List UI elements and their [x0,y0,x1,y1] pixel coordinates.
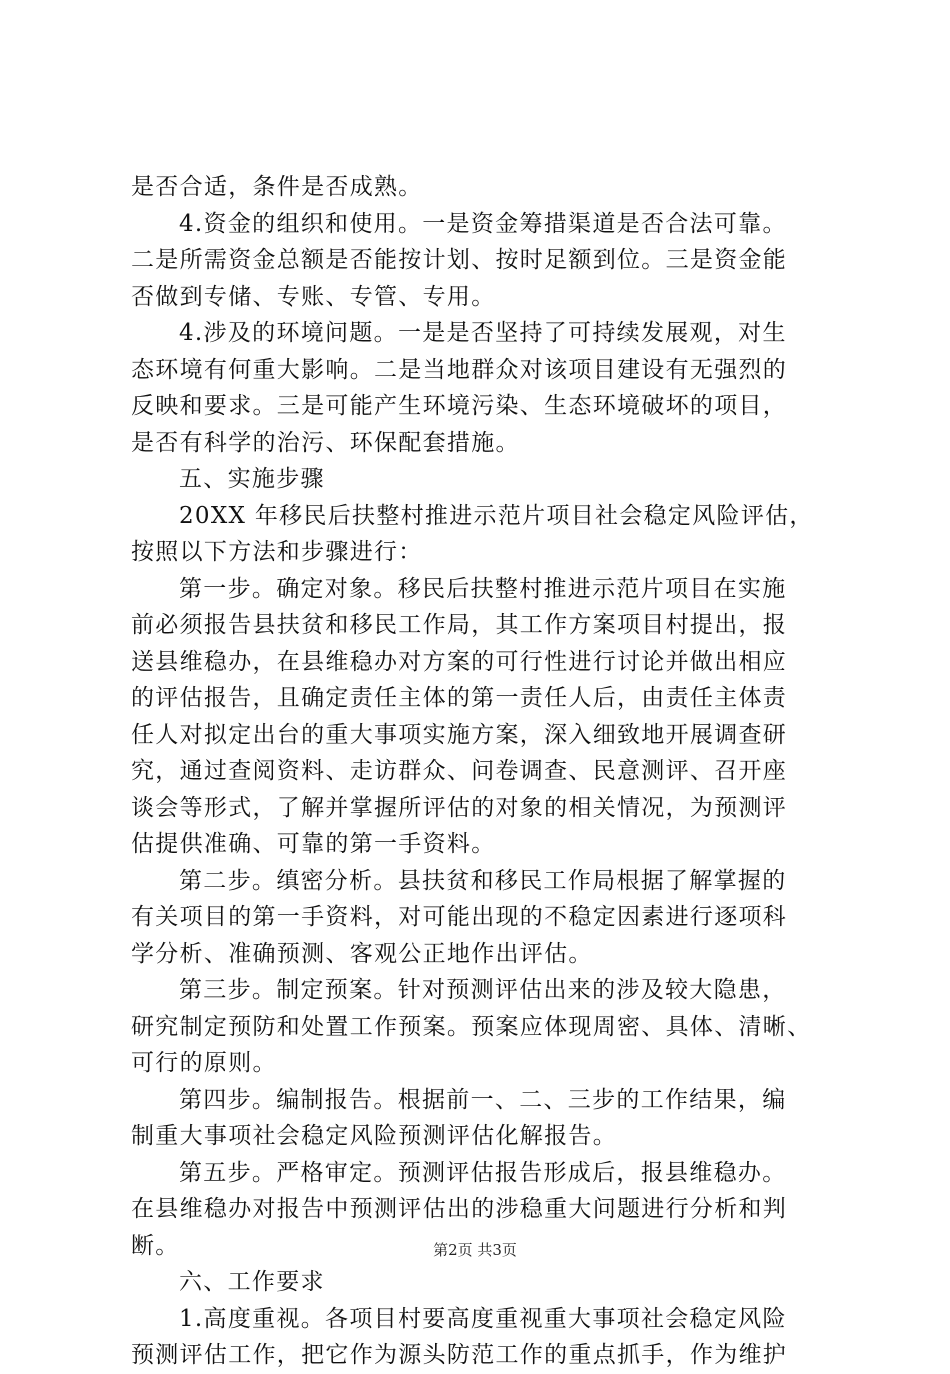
text-line: 制重大事项社会稳定风险预测评估化解报告。 [131,1123,617,1149]
text-line: 谈会等形式，了解并掌握所评估的对象的相关情况，为预测评 [131,794,788,821]
text-line: 4.资金的组织和使用。一是资金筹措渠道是否合法可靠。 [179,210,787,237]
text-line: 态环境有何重大影响。二是当地群众对该项目建设有无强烈的 [131,356,788,383]
text-line: 估提供准确、可靠的第一手资料。 [131,831,496,857]
text-line: 是否有科学的治污、环保配套措施。 [131,429,520,456]
text-line: 学分析、准确预测、客观公正地作出评估。 [131,940,593,967]
text-line: 研究制定预防和处置工作预案。预案应体现周密、具体、清晰、 [131,1013,812,1040]
text-line: 有关项目的第一手资料，对可能出现的不稳定因素进行逐项科 [131,904,788,930]
text-line: 送县维稳办，在县维稳办对方案的可行性进行讨论并做出相应 [131,648,788,675]
text-line: 是否合适，条件是否成熟。 [131,174,423,200]
text-line: 可行的原则。 [131,1050,277,1076]
text-line: 20XX 年移民后扶整村推进示范片项目社会稳定风险评估， [179,502,814,529]
text-line: 的评估报告，且确定责任主体的第一责任人后，由责任主体责 [131,685,788,711]
text-line: 1.高度重视。各项目村要高度重视重大事项社会稳定风险 [179,1305,787,1332]
document-body [131,169,831,1374]
text-line: 六、工作要求 [179,1269,325,1295]
text-line: 第四步。编制报告。根据前一、二、三步的工作结果，编 [179,1086,787,1113]
text-line: 断。 [131,1232,180,1259]
text-line: 第五步。严格审定。预测评估报告形成后，报县维稳办。 [179,1159,787,1186]
text-line: 否做到专储、专账、专管、专用。 [131,283,496,310]
text-line: 二是所需资金总额是否能按计划、按时足额到位。三是资金能 [131,247,788,273]
text-line: 任人对拟定出台的重大事项实施方案，深入细致地开展调查研 [131,721,788,748]
page-footer: 第2页 共3页 [433,1241,517,1259]
text-line: 前必须报告县扶贫和移民工作局，其工作方案项目村提出，报 [131,612,788,638]
text-line: 在县维稳办对报告中预测评估出的涉稳重大问题进行分析和判 [131,1196,788,1222]
text-line: 究，通过查阅资料、走访群众、问卷调查、民意测评、召开座 [131,758,788,784]
text-line: 五、实施步骤 [179,466,325,492]
text-line: 第一步。确定对象。移民后扶整村推进示范片项目在实施 [179,575,787,602]
text-line: 反映和要求。三是可能产生环境污染、生态环境破坏的项目， [131,393,788,419]
text-line: 第三步。制定预案。针对预测评估出来的涉及较大隐患， [179,977,787,1003]
text-line: 第二步。缜密分析。县扶贫和移民工作局根据了解掌握的 [179,867,787,894]
text-line: 按照以下方法和步骤进行： [131,539,423,565]
text-line: 预测评估工作，把它作为源头防范工作的重点抓手，作为维护 [131,1342,788,1368]
text-line: 4.涉及的环境问题。一是是否坚持了可持续发展观，对生 [179,320,787,346]
